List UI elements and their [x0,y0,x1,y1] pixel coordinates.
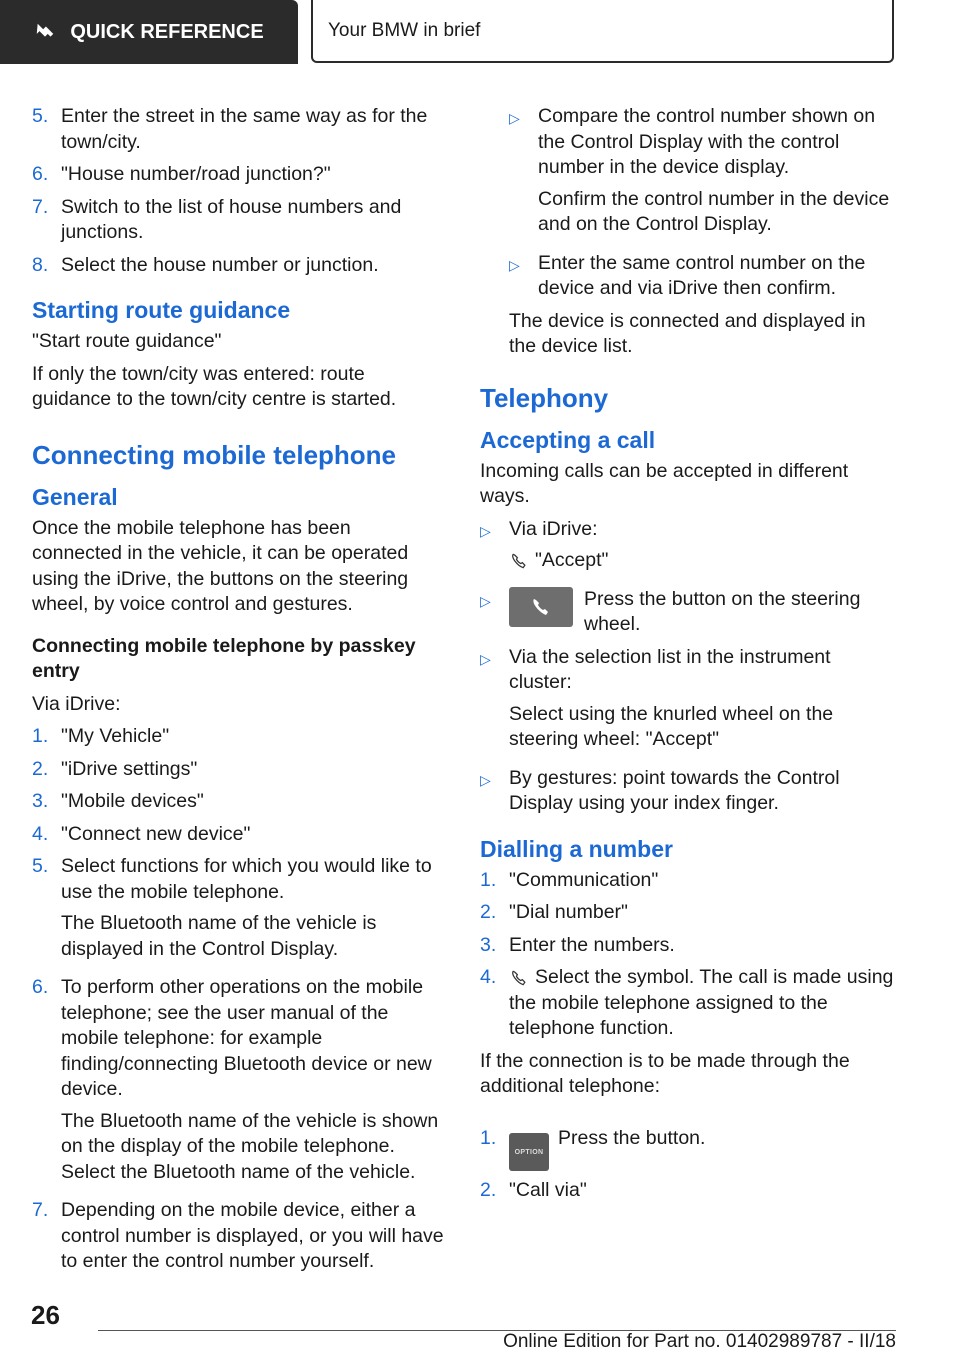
list-item [480,517,898,580]
list-item [32,162,446,188]
step-number: 8. [32,253,49,276]
paragraph: The device is connected and displayed in the device list. [509,309,866,357]
list-item [480,587,898,638]
bullet-text: Via iDrive: [509,517,598,540]
list-item [480,900,898,926]
list-item [32,789,446,815]
triangle-bullet-icon: ▷ [480,771,491,788]
bullet-text: Press the button on the steering wheel. [584,587,861,635]
step-number: 7. [32,1199,49,1221]
option-button [509,1133,549,1171]
step-text: "Communication" [509,868,659,891]
steering-wheel-phone-button [509,587,573,627]
phone-handset-icon [509,551,529,571]
bullet-text: Via the selection list in the instrument cluster: [509,645,831,693]
bullet-subtext: Select using the knurled wheel on the steering wheel: "Accept" [509,702,834,750]
list-item [480,104,898,244]
list-item [32,822,446,848]
paragraph: Via iDrive: [32,692,121,715]
tab-quick-reference-label: QUICK REFERENCE [70,20,264,43]
page-number: 26 [31,1300,60,1330]
list-item [32,253,446,279]
step-number: 2. [480,901,497,923]
triangle-bullet-icon: ▷ [480,592,491,609]
bullet-text: By gestures: point towards the Control Display using your index finger. [509,766,840,814]
step-number: 1. [480,868,497,891]
step-number: 7. [32,195,49,218]
step-text: Select the house number or junction. [61,253,379,276]
heading-connecting-mobile-telephone: Connecting mobile telephone [32,439,397,470]
step-number: 4. [32,822,49,845]
heading-starting-route-guidance: Starting route guidance [32,297,291,323]
step-number: 3. [32,790,49,812]
triangle-bullet-icon: ▷ [480,522,491,539]
list-item [32,195,446,246]
accept-label: "Accept" [535,549,609,571]
step-text: "House number/road junction?" [61,163,331,185]
list-item [32,1198,446,1275]
left-column [32,104,446,1282]
right-column [480,104,898,1211]
step-text: Select the symbol. The call is made using the mobile telephone assigned to the telephone function. [509,966,894,1039]
step-number: 6. [32,976,49,998]
footer-edition: Online Edition for Part no. 01402989787 - II/18 [503,1331,896,1352]
step-text: Press the button. [558,1126,706,1149]
list-item [32,724,446,750]
heading-telephony: Telephony [480,382,609,413]
list-item [480,868,898,894]
list-item [480,1122,898,1172]
step-number: 1. [480,1126,497,1149]
heading-dialling-a-number: Dialling a number [480,835,673,862]
step-number: 2. [480,1179,497,1202]
step-number: 3. [480,933,497,956]
bullet-text: Enter the same control number on the device and via iDrive then confirm. [538,251,866,299]
step-text: To perform other operations on the mobile telephone; see the user manual of the mobile telephone: for example finding/connecting Bluetooth device or new device. [61,976,432,1100]
list-item [480,933,898,959]
step-number: 4. [480,966,497,988]
step-text: Select functions for which you would like to use the mobile telephone. [61,855,432,903]
step-number: 2. [32,757,49,780]
step-text: Switch to the list of house numbers and junctions. [61,195,402,243]
step-number: 6. [32,163,49,185]
page-header [0,0,960,66]
tab-title-label: Your BMW in brief [328,19,481,41]
step-number: 5. [32,105,49,127]
tab-your-bmw-in-brief[interactable] [311,0,894,63]
step-text: "Connect new device" [61,822,251,845]
list-item [32,757,446,783]
step-text: "Call via" [509,1179,587,1202]
list-item [32,975,446,1191]
heading-passkey-entry: Connecting mobile telephone by passkey entry [32,634,416,682]
step-number: 1. [32,725,49,747]
step-text: Enter the street in the same way as for the town/city. [61,105,428,153]
step-text: "My Vehicle" [61,725,170,747]
paragraph: If the connection is to be made through the additional telephone: [480,1049,850,1097]
step-subtext: The Bluetooth name of the vehicle is displayed in the Control Display. [61,912,377,960]
paragraph: Incoming calls can be accepted in different ways. [480,459,849,507]
bullet-subtext [509,548,898,574]
heading-accepting-a-call: Accepting a call [480,426,656,453]
list-item [480,645,898,759]
step-text: "iDrive settings" [61,757,198,780]
option-button-label: OPTION [514,1148,544,1156]
list-item [480,766,898,817]
pointing-hand-icon [34,21,56,43]
paragraph: If only the town/city was entered: route guidance to the town/city centre is started. [32,362,397,410]
list-item [32,854,446,968]
list-item [480,965,898,1042]
step-text: "Mobile devices" [61,790,204,812]
phone-handset-icon [509,968,529,988]
bullet-text: Compare the control number shown on the Control Display with the control number in the device display. [538,105,876,178]
step-number: 5. [32,855,49,877]
paragraph: Once the mobile telephone has been connected in the vehicle, it can be operated using the iDrive, the buttons on the steering wheel, by voice control and gestures. [32,516,409,615]
triangle-bullet-icon: ▷ [480,650,491,667]
triangle-bullet-icon: ▷ [509,256,520,273]
list-item [32,104,446,155]
step-text: Depending on the mobile device, either a control number is displayed, or you will have to enter the control number yourself. [61,1199,444,1272]
list-item [480,1178,898,1204]
list-item [480,251,898,302]
triangle-bullet-icon: ▷ [509,110,520,126]
phone-handset-icon [529,595,553,619]
bullet-subtext: Confirm the control number in the device and on the Control Display. [538,187,890,235]
tab-quick-reference[interactable] [0,0,298,64]
step-subtext: The Bluetooth name of the vehicle is shown on the display of the mobile telephone. Select the Bluetooth name of the vehicle. [61,1109,439,1183]
step-text: Enter the numbers. [509,933,675,956]
step-text: "Dial number" [509,901,628,923]
paragraph: "Start route guidance" [32,330,222,352]
heading-general: General [32,483,118,510]
